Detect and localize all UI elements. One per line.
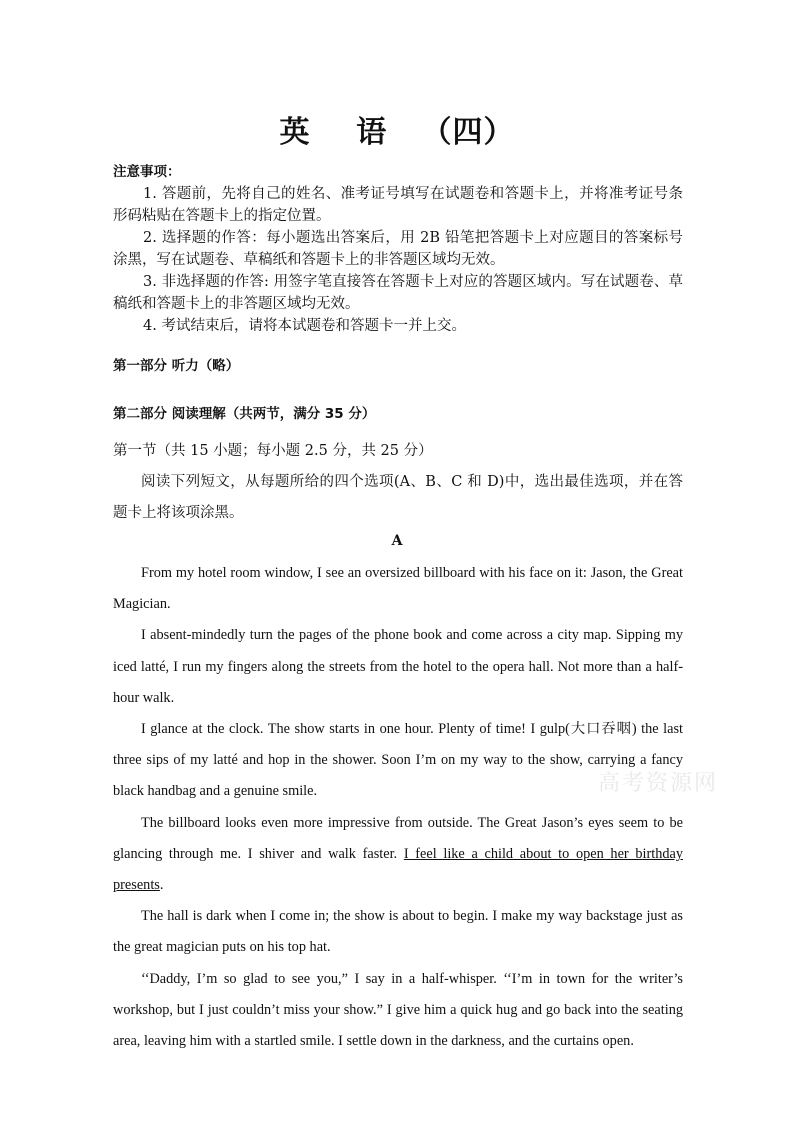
passage-paragraph: I glance at the clock. The show starts in one hour. Plenty of time! I gulp(大口吞咽) the last three sips of my latté and hop in the shower. Soon I’m on my way to the show, carrying a fancy black handbag and a genuine smile.: [113, 721, 683, 800]
reading-instructions: 阅读下列短文，从每题所给的四个选项(A、B、C 和 D)中，选出最佳选项，并在答题卡上将该项涂黑。: [113, 474, 683, 521]
passage-sentence: The billboard looks even more impressive from outside. The Great Jason’s eyes seem to be glancing through me. I shiver and walk faster.: [113, 814, 683, 862]
page-title: 英 语 （四）: [279, 115, 515, 150]
passage-label: A: [391, 533, 403, 549]
note-item: 1. 答题前，先将自己的姓名、准考证号填写在试题卷和答题卡上，并将准考证号条形码粘贴在答题卡上的指定位置。: [113, 186, 683, 224]
part1-heading: 第一部分 听力（略）: [113, 358, 240, 374]
watermark: 高考资源网: [598, 771, 719, 796]
passage-paragraph: I absent-mindedly turn the pages of the phone book and come across a city map. Sipping my iced latté, I run my fingers along the streets from the hotel to the opera hall. Not more than a half-hour walk.: [113, 627, 683, 706]
passage-paragraph: The billboard looks even more impressive from outside. The Great Jason’s eyes seem to be glancing through me. I shiver and walk faster. I feel like a child about to open her birthday presents.: [113, 814, 683, 894]
notes-list: [113, 183, 683, 337]
passage-body: [113, 558, 683, 1057]
passage-paragraph: ‘‘Daddy, I’m so glad to see you,” I say in a half-whisper. ‘‘I’m in town for the writer’s workshop, but I just couldn’t miss your show.” I give him a quick hug and go back into the seating area, leaving him with a startled smile. I settle down in the darkness, and the curtains open.: [113, 970, 683, 1050]
note-item: 3. 非选择题的作答: 用签字笔直接答在答题卡上对应的答题区域内。写在试题卷、草稿纸和答题卡上的非答题区域均无效。: [113, 274, 683, 312]
note-item: 2. 选择题的作答：每小题选出答案后，用 2B 铅笔把答题卡上对应题目的答案标号涂黑，写在试题卷、草稿纸和答题卡上的非答题区域均无效。: [113, 230, 683, 268]
passage-paragraph: The hall is dark when I come in; the show is about to begin. I make my way backstage just as the great magician puts on his top hat.: [113, 908, 683, 956]
section1-heading: 第一节（共 15 小题；每小题 2.5 分，共 25 分）: [113, 443, 433, 459]
underlined-sentence: I feel like a child about to open her birthday presents: [113, 845, 683, 894]
note-item: 4. 考试结束后，请将本试题卷和答题卡一并上交。: [143, 318, 466, 334]
passage-paragraph: From my hotel room window, I see an oversized billboard with his face on it: Jason, the Great Magician.: [113, 565, 683, 613]
part2-heading: 第二部分 阅读理解（共两节，满分 35 分）: [113, 406, 376, 422]
notes-heading: 注意事项：: [113, 164, 181, 180]
